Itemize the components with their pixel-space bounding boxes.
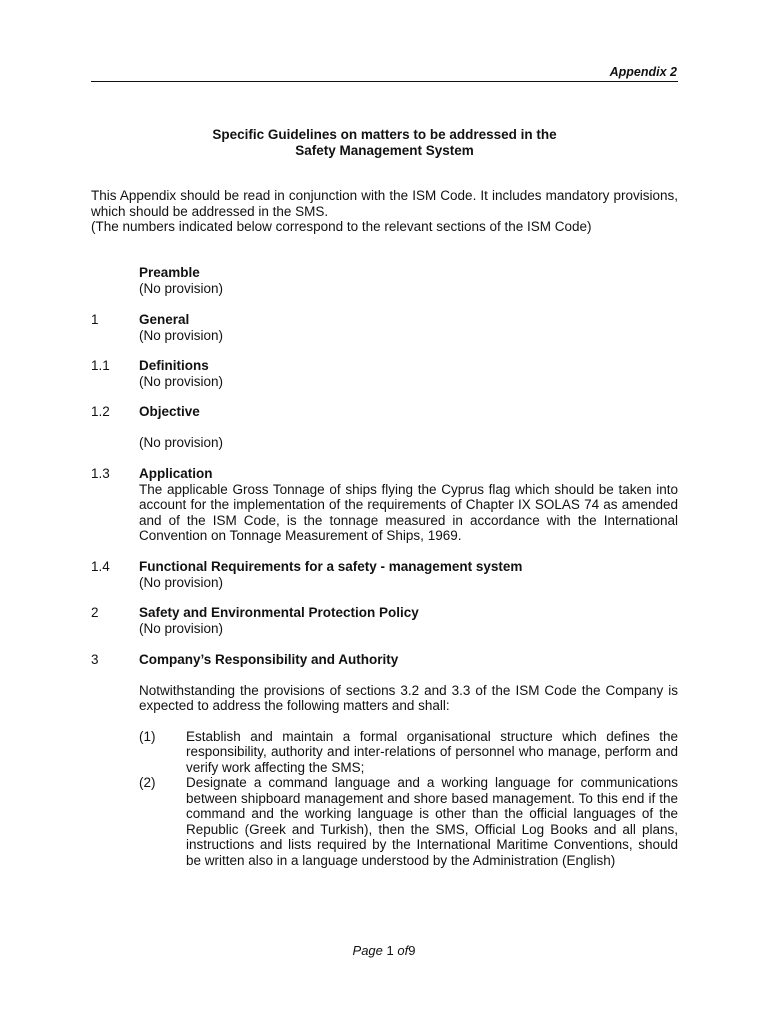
document-title	[91, 127, 678, 159]
page-footer	[0, 943, 768, 959]
list-text: Establish and maintain a formal organisational structure which defines the responsibility, authority and inter-relations of personnel who manage, perform and verify work affecting the SMS;	[186, 728, 678, 775]
section-heading: Safety and Environmental Protection Policy	[139, 605, 419, 620]
section-text: (No provision)	[139, 373, 224, 389]
header-rule	[91, 81, 678, 82]
section-heading: Definitions	[139, 358, 209, 373]
section-number: 1.4	[91, 559, 110, 574]
intro-text	[91, 188, 678, 235]
list-marker: (1)	[139, 728, 156, 744]
section-heading: Application	[139, 466, 213, 481]
section-text: (No provision)	[139, 327, 224, 343]
list-item	[139, 729, 678, 776]
section-company-responsibility	[91, 652, 678, 868]
section-text: (No provision)	[139, 620, 224, 636]
of-word: of	[397, 943, 409, 958]
list-item	[139, 775, 678, 868]
section-text: (No provision)	[139, 280, 224, 296]
section-text: (No provision)	[139, 434, 224, 450]
section-safety-policy	[91, 605, 678, 636]
section-text: Notwithstanding the provisions of sections 3.2 and 3.3 of the ISM Code the Company is expected to address the following matters and shall:	[139, 682, 678, 713]
section-objective	[91, 404, 678, 450]
section-number: 1.1	[91, 358, 110, 373]
appendix-header: Appendix 2	[609, 65, 677, 79]
page-word: Page	[352, 943, 383, 958]
section-number: 1	[91, 312, 99, 327]
section-heading: Preamble	[139, 265, 200, 280]
section-functional-requirements	[91, 559, 678, 590]
section-heading: Functional Requirements for a safety - management system	[139, 559, 523, 574]
section-number: 1.2	[91, 404, 110, 419]
intro-note: (The numbers indicated below correspond to the relevant sections of the ISM Code)	[91, 219, 592, 234]
section-number: 2	[91, 605, 99, 620]
section-number: 3	[91, 652, 99, 667]
requirements-list	[91, 729, 678, 869]
section-heading: General	[139, 312, 190, 327]
list-marker: (2)	[139, 775, 156, 790]
section-definitions	[91, 358, 678, 389]
section-number: 1.3	[91, 466, 110, 481]
section-general	[91, 312, 678, 343]
title-line-1: Specific Guidelines on matters to be addressed in the	[212, 127, 557, 142]
section-text: The applicable Gross Tonnage of ships flying the Cyprus flag which should be taken into account for the implementation of the requirements of Chapter IX SOLAS 74 as amended and of the ISM Code, is the tonnage measured in accordance with the International Convention on Tonnage Measurement of Ships, 1969.	[139, 481, 678, 543]
section-text: (No provision)	[139, 574, 224, 590]
section-heading: Company’s Responsibility and Authority	[139, 652, 399, 667]
section-preamble	[91, 265, 678, 296]
page-number: 1	[386, 943, 394, 958]
section-application	[91, 466, 678, 544]
section-heading: Objective	[139, 404, 200, 419]
intro-paragraph: This Appendix should be read in conjunction with the ISM Code. It includes mandatory provisions, which should be addressed in the SMS.	[91, 188, 678, 219]
list-text: Designate a command language and a working language for communications between shipboard management and shore based management. To this end if the command and the working language is other than the official languages of the Republic (Greek and Turkish), then the SMS, Official Log Books and all plans, instructions and lists required by the International Maritime Conventions, should be written also in a language understood by the Administration (English)	[186, 775, 678, 868]
title-line-2: Safety Management System	[295, 143, 474, 158]
page-total: 9	[408, 943, 416, 958]
